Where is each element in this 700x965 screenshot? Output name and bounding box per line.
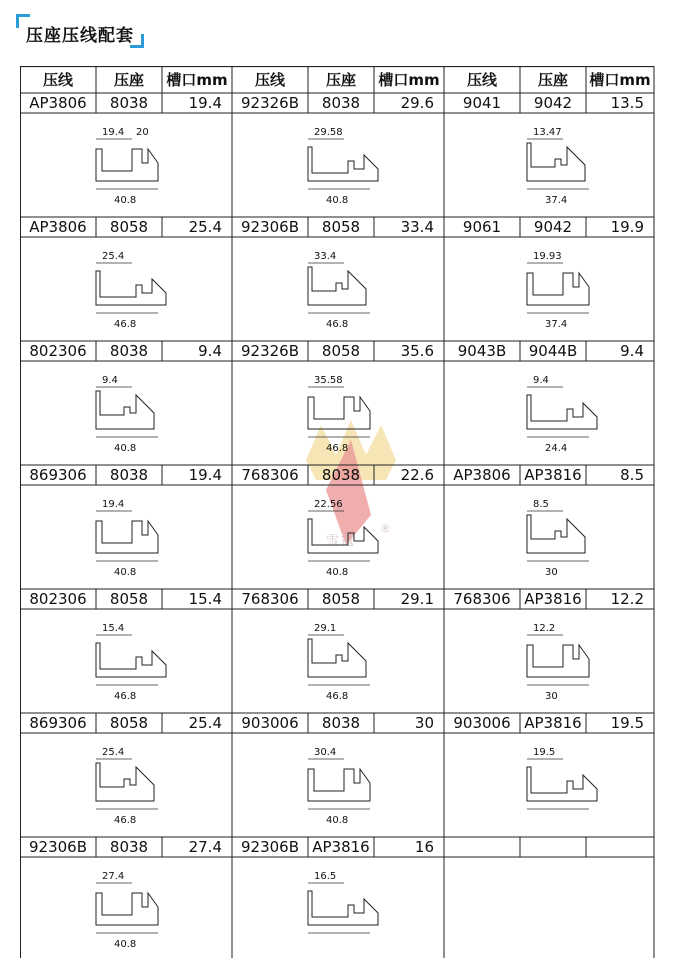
profile-drawing xyxy=(232,113,444,217)
watermark-registered-mark: ® xyxy=(380,522,391,535)
column-header: 槽口mm xyxy=(378,71,440,89)
press-line-code: 802306 xyxy=(29,590,87,608)
profile-outline xyxy=(527,143,585,181)
slot-width-mm: 16 xyxy=(414,838,434,856)
press-seat-code: 8058 xyxy=(109,714,149,732)
dimension-top: 12.2 xyxy=(533,623,556,634)
profile-drawing xyxy=(232,733,444,837)
profile-outline xyxy=(96,391,154,429)
press-line-code: AP3806 xyxy=(29,94,87,112)
press-seat-code: AP3816 xyxy=(524,466,582,484)
press-seat-code: 8038 xyxy=(321,714,361,732)
profile-drawing xyxy=(20,113,232,217)
dimension-top: 8.5 xyxy=(533,499,549,510)
slot-width-mm: 29.6 xyxy=(400,94,434,112)
profile-outline xyxy=(96,521,158,553)
column-header: 槽口mm xyxy=(589,71,651,89)
profile-outline xyxy=(96,643,166,677)
profile-drawing xyxy=(20,237,232,341)
column-header: 槽口mm xyxy=(166,71,228,89)
dimension-top: 19.5 xyxy=(533,747,556,758)
press-line-code: 869306 xyxy=(29,466,87,484)
press-seat-code: 8038 xyxy=(109,838,149,856)
profile-drawing xyxy=(20,485,232,589)
dimension-top: 25.4 xyxy=(102,251,125,262)
profile-drawing xyxy=(444,237,654,341)
profile-drawing xyxy=(444,733,654,837)
dimension-bottom: 40.8 xyxy=(114,443,137,454)
press-line-code: 92306B xyxy=(28,838,87,856)
press-seat-code: 8038 xyxy=(109,342,149,360)
column-header: 压线 xyxy=(466,71,497,89)
press-seat-code: 8058 xyxy=(109,218,149,236)
profile-outline xyxy=(96,149,158,181)
dimension-bottom: 46.8 xyxy=(114,691,137,702)
profile-drawing xyxy=(232,237,444,341)
dimension-top: 16.5 xyxy=(314,871,337,882)
dimension-top: 19.4 xyxy=(102,499,125,510)
profile-outline xyxy=(308,891,378,925)
slot-width-mm: 9.4 xyxy=(620,342,644,360)
profile-drawing xyxy=(232,857,444,961)
profile-drawing xyxy=(232,361,444,465)
profile-drawing xyxy=(20,609,232,713)
slot-width-mm: 35.6 xyxy=(400,342,434,360)
profile-drawing xyxy=(232,609,444,713)
dimension-bottom: 40.8 xyxy=(114,567,137,578)
dimension-bottom: 40.8 xyxy=(114,939,137,950)
dimension-top: 22.56 xyxy=(314,499,343,510)
press-line-code: 92306B xyxy=(240,218,299,236)
dimension-bottom: 30 xyxy=(545,567,558,578)
dimension-top: 35.58 xyxy=(314,375,343,386)
dimension-bottom: 46.8 xyxy=(326,319,349,330)
press-line-code: 903006 xyxy=(241,714,299,732)
slot-width-mm: 19.9 xyxy=(610,218,644,236)
slot-width-mm: 9.4 xyxy=(198,342,222,360)
press-line-code: 768306 xyxy=(241,590,299,608)
dimension-top: 30.4 xyxy=(314,747,337,758)
press-line-code: 869306 xyxy=(29,714,87,732)
slot-width-mm: 15.4 xyxy=(188,590,222,608)
press-line-code: 768306 xyxy=(453,590,511,608)
dimension-top: 15.4 xyxy=(102,623,125,634)
press-seat-code: 8038 xyxy=(321,466,361,484)
press-seat-code: 8038 xyxy=(109,466,149,484)
dimension-top: 13.47 xyxy=(533,127,562,138)
profile-outline xyxy=(308,639,366,677)
column-header: 压座 xyxy=(537,71,568,89)
profile-drawing xyxy=(20,733,232,837)
profile-outline xyxy=(96,271,166,305)
press-line-code: 92326B xyxy=(240,342,299,360)
dimension-bottom: 30 xyxy=(545,691,558,702)
press-seat-code: AP3816 xyxy=(524,714,582,732)
watermark-text: 雪冠 xyxy=(326,534,357,549)
dimension-bottom: 46.8 xyxy=(114,815,137,826)
press-seat-code: AP3816 xyxy=(524,590,582,608)
slot-width-mm: 25.4 xyxy=(188,218,222,236)
profile-outline xyxy=(308,769,370,801)
dimension-top: 9.4 xyxy=(102,375,118,386)
press-line-code: 92326B xyxy=(240,94,299,112)
press-line-code: 802306 xyxy=(29,342,87,360)
slot-width-mm: 29.1 xyxy=(400,590,434,608)
title-box xyxy=(16,14,144,48)
press-line-code: 9061 xyxy=(462,218,502,236)
profile-outline xyxy=(527,273,589,305)
dimension-bottom: 46.8 xyxy=(326,691,349,702)
dimension-top: 33.4 xyxy=(314,251,337,262)
dimension-bottom: 40.8 xyxy=(326,815,349,826)
slot-width-mm xyxy=(586,837,654,857)
dimension-bottom: 40.8 xyxy=(114,195,137,206)
dimension-bottom: 37.4 xyxy=(545,195,568,206)
press-seat-code: 8038 xyxy=(321,94,361,112)
profile-outline xyxy=(308,147,378,181)
press-line-code: AP3806 xyxy=(29,218,87,236)
slot-width-mm: 19.4 xyxy=(188,94,222,112)
column-header: 压座 xyxy=(113,71,144,89)
press-seat-code: 8058 xyxy=(109,590,149,608)
slot-width-mm: 13.5 xyxy=(610,94,644,112)
press-line-code: AP3806 xyxy=(453,466,511,484)
press-seat-code: 8058 xyxy=(321,218,361,236)
profile-outline xyxy=(308,397,370,429)
dimension-top: 9.4 xyxy=(533,375,549,386)
profile-outline xyxy=(527,515,585,553)
dimension-top: 25.4 xyxy=(102,747,125,758)
profile-outline xyxy=(96,763,154,801)
page-title: 压座压线配套 xyxy=(26,26,134,46)
press-seat-code xyxy=(520,837,586,857)
profile-drawing xyxy=(20,857,232,961)
press-line-code: 903006 xyxy=(453,714,511,732)
dimension-top-secondary: 20 xyxy=(136,127,149,138)
slot-width-mm: 30 xyxy=(414,714,434,732)
slot-width-mm: 22.6 xyxy=(400,466,434,484)
slot-width-mm: 12.2 xyxy=(610,590,644,608)
dimension-top: 19.93 xyxy=(533,251,562,262)
slot-width-mm: 27.4 xyxy=(188,838,222,856)
dimension-bottom: 46.8 xyxy=(326,443,349,454)
dimension-bottom: 37.4 xyxy=(545,319,568,330)
profile-outline xyxy=(527,645,589,677)
profile-outline xyxy=(308,519,378,553)
profile-outline xyxy=(96,893,158,925)
dimension-top: 29.58 xyxy=(314,127,343,138)
dimension-bottom: 46.8 xyxy=(114,319,137,330)
press-line-code xyxy=(444,837,520,857)
slot-width-mm: 33.4 xyxy=(400,218,434,236)
dimension-bottom: 24.4 xyxy=(545,443,568,454)
dimension-bottom: 40.8 xyxy=(326,567,349,578)
profile-outline xyxy=(527,395,597,429)
dimension-top: 19.4 xyxy=(102,127,125,138)
dimension-bottom: 40.8 xyxy=(326,195,349,206)
slot-width-mm: 19.4 xyxy=(188,466,222,484)
profile-drawing xyxy=(444,609,654,713)
slot-width-mm: 8.5 xyxy=(620,466,644,484)
press-line-code: 9043B xyxy=(457,342,507,360)
column-header: 压座 xyxy=(325,71,356,89)
profile-drawing xyxy=(444,361,654,465)
press-line-code: 92306B xyxy=(240,838,299,856)
slot-width-mm: 25.4 xyxy=(188,714,222,732)
profile-drawing xyxy=(444,113,654,217)
dimension-top: 29.1 xyxy=(314,623,337,634)
profile-drawing xyxy=(444,485,654,589)
press-seat-code: 9042 xyxy=(533,94,573,112)
press-seat-code: 8058 xyxy=(321,590,361,608)
profile-drawing xyxy=(20,361,232,465)
profile-outline xyxy=(308,267,366,305)
press-seat-code: AP3816 xyxy=(312,838,370,856)
press-seat-code: 9042 xyxy=(533,218,573,236)
profile-outline xyxy=(527,767,597,801)
dimension-top: 27.4 xyxy=(102,871,125,882)
column-header: 压线 xyxy=(254,71,285,89)
press-seat-code: 8058 xyxy=(321,342,361,360)
press-seat-code: 8038 xyxy=(109,94,149,112)
press-line-code: 768306 xyxy=(241,466,299,484)
profile-drawing xyxy=(232,485,444,589)
column-header: 压线 xyxy=(42,71,73,89)
press-line-code: 9041 xyxy=(462,94,502,112)
press-seat-code: 9044B xyxy=(528,342,578,360)
slot-width-mm: 19.5 xyxy=(610,714,644,732)
